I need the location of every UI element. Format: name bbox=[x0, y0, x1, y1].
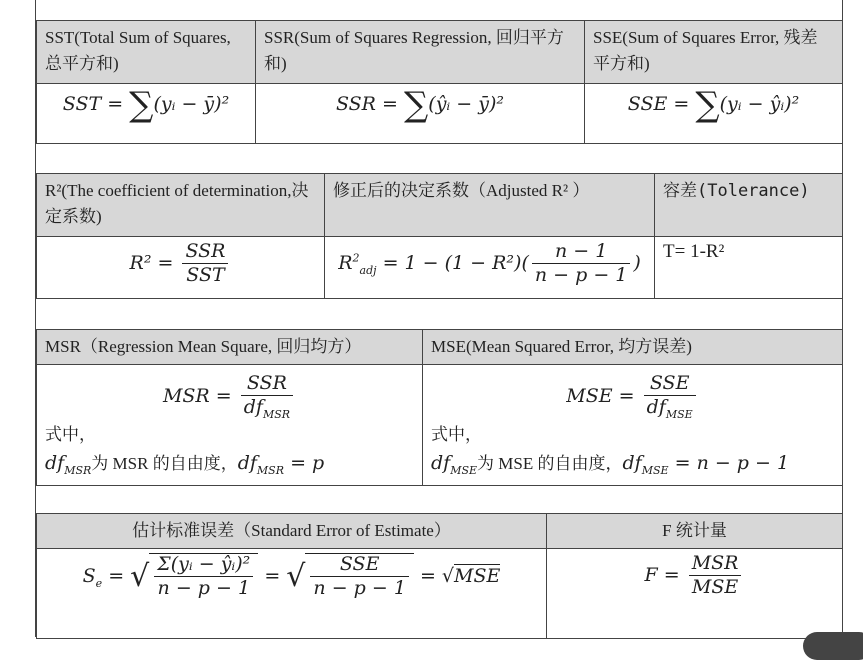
msr-df-note: $df_{MSR}$为 MSR 的自由度，$df_{MSR} = p$ bbox=[45, 452, 325, 478]
ssr-formula: SSR = ∑(ŷᵢ − ȳ)² bbox=[256, 84, 585, 144]
msr-formula: MSR = $\frac{\text{SSR}}{df_{MSR}}$ 式中， $df_{MSR}$为 MSR 的自由度，$df_{MSR} = p$ bbox=[37, 365, 423, 486]
msr-where-label: 式中， bbox=[45, 425, 96, 445]
tolerance-formula: T= 1-R² bbox=[655, 237, 843, 299]
mse-where-label: 式中， bbox=[431, 425, 482, 445]
f-formula: F = $\frac{\text{MSR}}{\text{MSE}}$ bbox=[547, 549, 843, 639]
se-formula: $S_e$ = √ $\frac{\text{Σ(yᵢ − ŷᵢ)²}}{n - p - 1}$ = √ $\frac{\text{SSE}}{n - p - 1}$ = √MSE bbox=[37, 549, 547, 639]
r2-header: R²(The coefficient of determination,决定系数) bbox=[37, 174, 325, 237]
sum-of-squares-table bbox=[36, 20, 843, 144]
se-header: 估计标准误差（Standard Error of Estimate） bbox=[37, 514, 547, 549]
r2-formula: R² = $\frac{\text{SSR}}{\text{SST}}$ bbox=[37, 237, 325, 299]
sst-header: SST(Total Sum of Squares, 总平方和) bbox=[37, 21, 256, 84]
formula-sheet bbox=[35, 0, 843, 637]
mse-header: MSE(Mean Squared Error, 均方误差) bbox=[423, 330, 843, 365]
top-border bbox=[36, 0, 842, 21]
f-header: F 统计量 bbox=[547, 514, 843, 549]
mean-square-table bbox=[36, 329, 843, 486]
sse-header: SSE(Sum of Squares Error, 残差平方和) bbox=[585, 21, 843, 84]
adjusted-r2-header: 修正后的决定系数（Adjusted R² ） bbox=[325, 174, 655, 237]
adjusted-r2-formula: $R^2_{adj} = 1 - (1 - R^2)$( $\frac{n - 1}{n - p - 1}$ ) bbox=[325, 237, 655, 299]
sse-formula: SSE = ∑(yᵢ − ŷᵢ)² bbox=[585, 84, 843, 144]
mse-formula: MSE = $\frac{\text{SSE}}{df_{MSE}}$ 式中， $df_{MSE}$为 MSE 的自由度，$df_{MSE} = n - p - 1$ bbox=[423, 365, 843, 486]
estimate-table bbox=[36, 513, 843, 639]
mse-df-note: $df_{MSE}$为 MSE 的自由度，$df_{MSE} = n - p - 1$ bbox=[431, 452, 790, 478]
determination-table bbox=[36, 173, 843, 299]
tolerance-header: 容差(Tolerance) bbox=[655, 174, 843, 237]
ssr-header: SSR(Sum of Squares Regression, 回归平方和) bbox=[256, 21, 585, 84]
corner-overlay bbox=[803, 632, 863, 660]
msr-header: MSR（Regression Mean Square, 回归均方） bbox=[37, 330, 423, 365]
sst-formula: SST = ∑(yᵢ − ȳ)² bbox=[37, 84, 256, 144]
